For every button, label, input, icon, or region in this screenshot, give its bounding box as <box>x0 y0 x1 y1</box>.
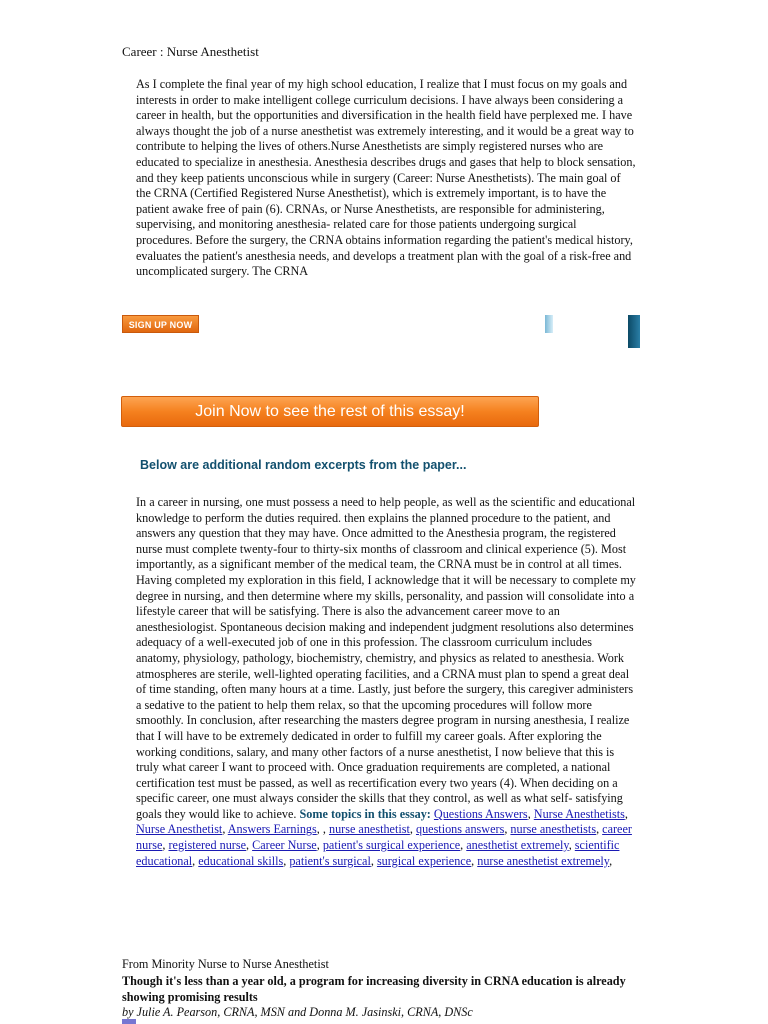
topic-link[interactable]: educational skills <box>198 853 284 868</box>
topics-label: Some topics in this essay: <box>299 806 431 821</box>
related-article-source: From Minority Nurse to Nurse Anesthetist <box>122 957 329 971</box>
banner-fragment-right <box>628 315 640 348</box>
topic-link[interactable]: Questions Answers <box>433 806 528 821</box>
topic-link[interactable]: patient's surgical experience <box>322 838 461 853</box>
topic-link[interactable]: Career Nurse <box>252 838 317 853</box>
topic-link[interactable]: anesthetist extremely <box>466 838 569 853</box>
topic-link[interactable]: nurse anesthetist extremely <box>477 853 610 868</box>
related-article-headline: Though it's less than a year old, a program for increasing diversity in CRNA education is already showing promising results <box>122 974 626 1004</box>
topics-list: Questions Answers, Nurse Anesthetists, Nurse Anesthetist, Answers Earnings, , nurse anesthetist, questions answers, nurse anesthetists, career nurse, registered nurse, Career Nurse, patient's surgical experience, anesthetist extremely, scientific educational, educational skills, patient's surgical, surgical experience, nurse anesthetist extremely, <box>136 806 632 868</box>
topic-link[interactable]: nurse anesthetist <box>328 822 410 837</box>
topic-link[interactable]: Nurse Anesthetists <box>533 806 625 821</box>
topic-link[interactable]: career nurse <box>136 822 632 853</box>
essay-preview-text: As I complete the final year of my high school education, I realize that I must focus on my goals and interests in order to make intelligent college curriculum decisions. I have always been considering a career in health, but the opportunities and diversification in the health field have perplexed me. I have always thought the job of a nurse anesthetist was extremely interesting, and it would be a great way to contribute to helping the lives of others.Nurse Anesthetists are simply registered nurses who are educated to specialize in anesthesia. Anesthesia describes drugs and gases that help to block sensation, and they keep patients unconscious while in surgery (Career: Nurse Anesthetists). The main goal of the CRNA (Certified Registered Nurse Anesthetist), which is extremely important, is to have the patient awake free of pain (6). CRNAs, or Nurse Anesthetists, are responsible for administering, supervising, and monitoring anesthesia- related care for those patients undergoing surgical procedures. Before the surgery, the CRNA obtains information regarding the patient's medical history, evaluates the patient's anesthesia needs, and develops a treatment plan with the goal of a risk-free and uncomplicated surgery. The CRNA <box>136 77 636 279</box>
excerpts-heading: Below are additional random excerpts from the paper... <box>140 458 467 472</box>
excerpt-block <box>136 495 636 869</box>
related-article-byline: by Julie A. Pearson, CRNA, MSN and Donna M. Jasinski, CRNA, DNSc <box>122 1005 473 1019</box>
banner-fragment-left <box>545 315 553 333</box>
truncated-link-fragment <box>122 1019 136 1024</box>
topic-link[interactable]: surgical experience <box>376 853 472 868</box>
topic-link[interactable]: scientific educational <box>136 838 620 868</box>
topic-link[interactable]: Nurse Anesthetist <box>136 822 223 837</box>
topic-link[interactable]: patient's surgical <box>289 853 371 868</box>
topic-link[interactable]: nurse anesthetists <box>510 822 597 837</box>
essay-title: Career : Nurse Anesthetist <box>122 44 259 59</box>
topic-link[interactable]: Answers Earnings <box>227 822 317 837</box>
sign-up-button[interactable]: SIGN UP NOW <box>122 315 199 333</box>
topic-link[interactable]: questions answers <box>415 822 505 837</box>
topic-link[interactable]: registered nurse <box>168 838 246 853</box>
join-now-button[interactable]: Join Now to see the rest of this essay! <box>121 396 539 427</box>
excerpt-text: In a career in nursing, one must possess a need to help people, as well as the scientific and educational knowledge to perform the duties required. then explains the planned procedure to the patient, and answers any question that they may have. Once admitted to the Anesthesia program, the registered nurse must complete twenty-four to thirty-six months of classroom and clinical experience (5). Most importantly, as a significant member of the medical team, the CRNA must be in control at all times. Having completed my exploration in this field, I acknowledge that it will be necessary to complete my degree in nursing, and then determine where my skills, personality, and passion will consolidate into a lifestyle career that will be satisfying. There is also the advancement career move to an anesthesiologist. Spontaneous decision making and independent judgment resolutions also determines adequacy of a well-executed job of one in this profession. The classroom curriculum includes anatomy, physiology, pathology, biochemistry, chemistry, and physics as related to anesthesia. Work atmospheres are sterile, well-lighted operating facilities, and a CRNA must plan to spend a great deal of time standing, often many hours at a time. Lastly, just before the surgery, this caregiver administers a sedative to the patient to help them relax, so that the upcoming procedures will follow more smoothly. In conclusion, after researching the masters degree program in nursing anesthesia, I realize that I will have to be extremely dedicated in order to fulfill my career goals. After exploring the working conditions, salary, and many other factors of a nurse anesthetist, I now believe that this is truly what career I want to proceed with. Once graduation requirements are completed, a national certification test must be passed, as well as recertification every two years (4). When deciding on a specific career, one must always consider the skills that they control, as well as what self- satisfying goals they would like to achieve. <box>136 495 636 821</box>
